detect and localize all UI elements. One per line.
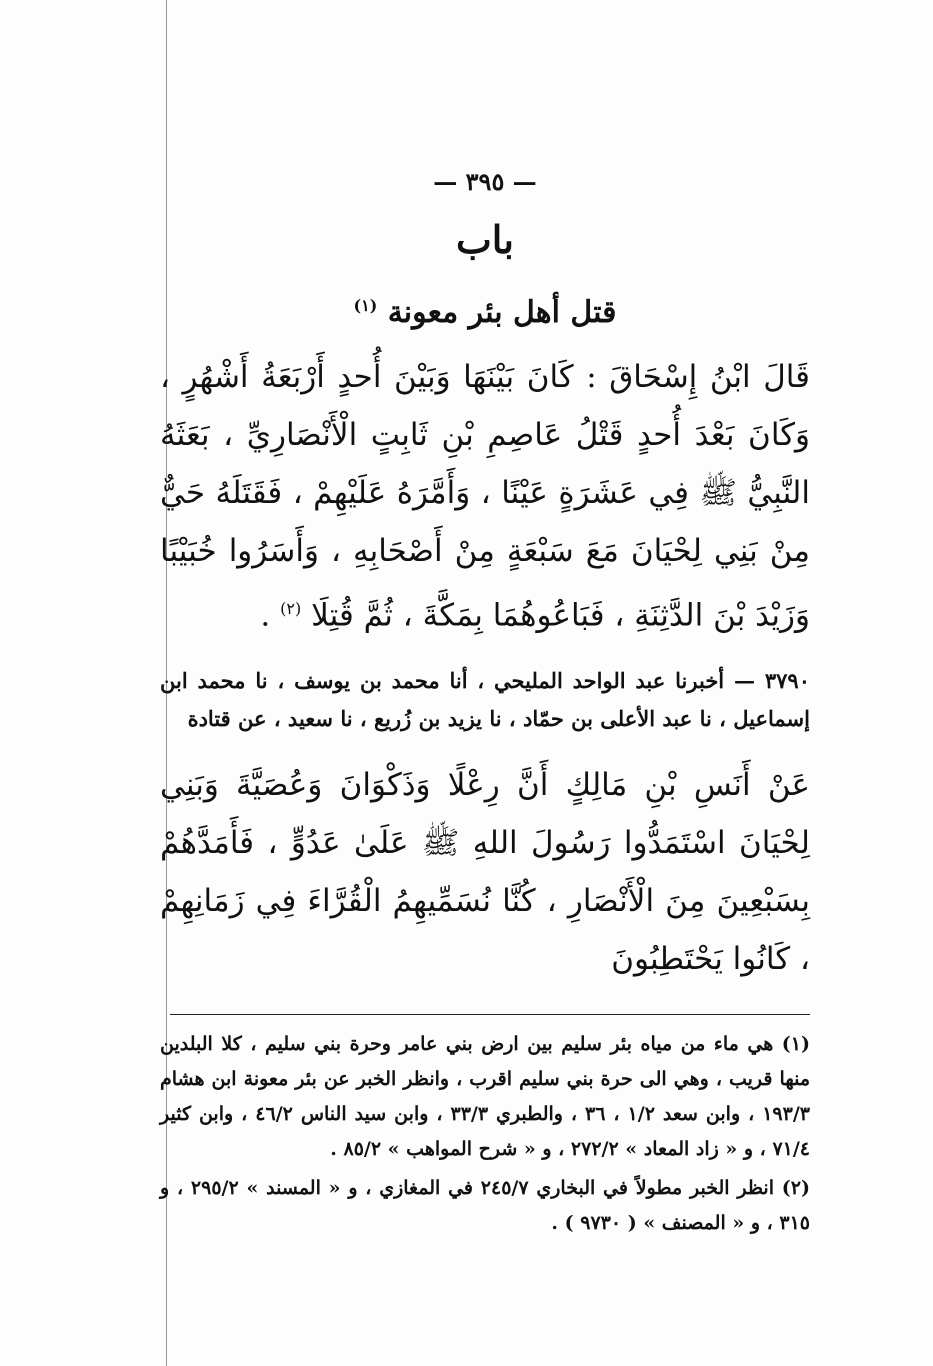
footnote-divider — [170, 1014, 810, 1015]
page-content — [160, 160, 810, 1245]
main-paragraph-text: قَالَ ابْنُ إِسْحَاقَ : كَانَ بَيْنَهَا وَبَيْنَ أُحدٍ أَرْبَعَةُ أَشْهُرٍ ، وَكَانَ بَعْدَ أُحدٍ قَتْلُ عَاصِمِ بْنِ ثَابِتٍ الْأَنْصَارِيِّ ، بَعَثَهُ النَّبِيُّ ﷺ فِي عَشَرَةٍ عَيْنًا ، وَأَمَّرَهُ عَلَيْهِمْ ، فَقَتَلَهُ حَيٌّ مِنْ بَنِي لِحْيَانَ مَعَ سَبْعَةٍ مِنْ أَصْحَابِهِ ، وَأَسَرُوا خُبَيْبًا وَزَيْدَ بْنَ الدَّثِنَةِ ، فَبَاعُوهُمَا بِمَكَّةَ ، ثُمَّ قُتِلَا — [160, 359, 810, 634]
chapter-title: قتل أهل بئر معونة — [387, 295, 617, 330]
page-number: — ٣٩٥ — — [433, 167, 537, 196]
footnote-ref-2: (٢) — [280, 599, 302, 618]
chapter-heading: باب — [456, 217, 514, 262]
footnote-ref-1: (١) — [353, 296, 378, 315]
chapter-title-line — [160, 278, 810, 334]
hadith-isnad: ٣٧٩٠ — أخبرنا عبد الواحد المليحي ، أنا محمد بن يوسف ، نا محمد ابن إسماعيل ، نا عبد الأعلى بن حمّاد ، نا يزيد بن زُريع ، نا سعيد ، عن قتادة — [160, 668, 810, 732]
footnote-2: (٢) انظر الخبر مطولاً في البخاري ٢٤٥/٧ في المغازي ، و « المسند » ٢٩٥/٢ ، و ٣١٥ ، و « المصنف » ( ٩٧٣٠ ) . — [160, 1177, 810, 1235]
main-paragraph — [160, 348, 810, 644]
main-paragraph-end: . — [260, 597, 281, 634]
hadith-matn: عَنْ أَنَسِ بْنِ مَالِكٍ أَنَّ رِعْلًا وَذَكْوَانَ وَعُصَيَّةَ وَبَنِي لِحْيَانَ اسْتَمَدُّوا رَسُولَ اللهِ ﷺ عَلَىٰ عَدُوٍّ ، فَأَمَدَّهُمْ بِسَبْعِينَ مِنَ الْأَنْصَارِ ، كُنَّا نُسَمِّيهِمُ الْقُرَّاءَ فِي زَمَانِهِمْ ، كَانُوا يَحْتَطِبُونَ — [160, 767, 810, 978]
footnote-1: (١) هي ماء من مياه بئر سليم بين ارض بني عامر وحرة بني سليم ، كلا البلدين منها قريب ، وهي الى حرة بني سليم اقرب ، وانظر الخبر عن بئر معونة ابن هشام ١٩٣/٣ ، وابن سعد ١/٢ ، ٣٦ ، والطبري ٣٣/٣ ، وابن سيد الناس ٤٦/٢ ، وابن كثير ٧١/٤ ، و « زاد المعاد » ٢٧٢/٢ ، و « شرح المواهب » ٨٥/٢ . — [160, 1033, 810, 1161]
